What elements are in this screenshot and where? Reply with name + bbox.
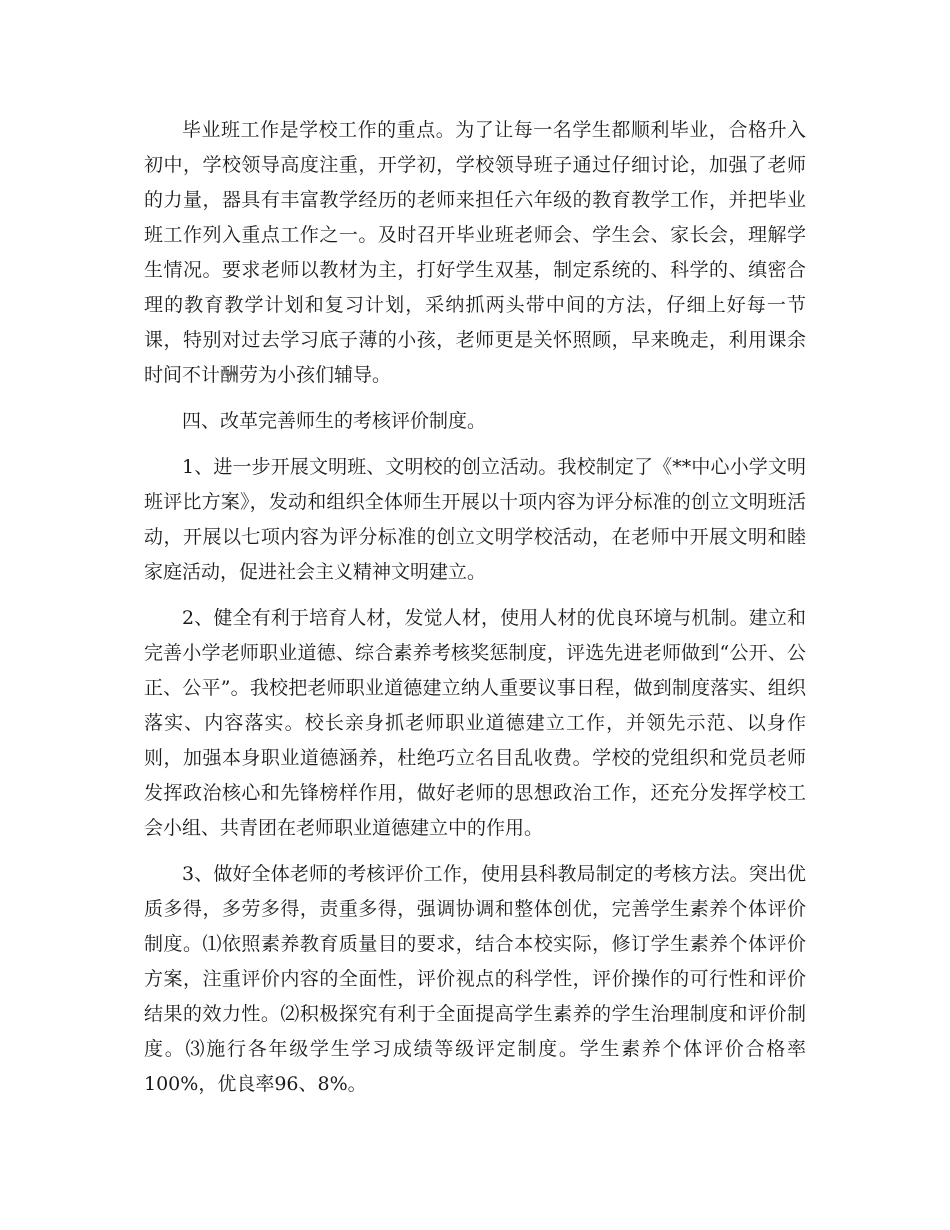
paragraph-graduating-class: 毕业班工作是学校工作的重点。为了让每一名学生都顺利毕业，合格升入初中，学校领导高度注重，开学初，学校领导班子通过仔细讨论，加强了老师的力量，器具有丰富教学经历的老师来担任六年级的教育教学工作，并把毕业班工作列入重点工作之一。及时召开毕业班老师会、学生会、家长会，理解学生情况。要求老师以教材为主，打好学生双基，制定系统的、科学的、缜密合理的教育教学计划和复习计划，采纳抓两头带中间的方法，仔细上好每一节课，特别对过去学习底子薄的小孩，老师更是关怀照顾，早来晚走，利用课余时间不计酬劳为小孩们辅导。 bbox=[144, 119, 806, 386]
paragraph-item-1: 1、进一步开展文明班、文明校的创立活动。我校制定了《**中心小学文明班评比方案》，发动和组织全体师生开展以十项内容为评分标准的创立文明班活动，开展以七项内容为评分标准的创立文明学校活动，在老师中开展文明和睦家庭活动，促进社会主义精神文明建立。 bbox=[144, 456, 806, 583]
paragraph-item-2: 2、健全有利于培育人材，发觉人材，使用人材的优良环境与机制。建立和完善小学老师职业道德、综合素养考核奖惩制度，评选先进老师做到“公开、公正、公平”。我校把老师职业道德建立纳人重要议事日程，做到制度落实、组织落实、内容落实。校长亲身抓老师职业道德建立工作，并领先示范、以身作则，加强本身职业道德涵养，杜绝巧立名目乱收费。学校的党组织和党员老师发挥政治核心和先锋榜样作用，做好老师的思想政治工作，还充分发挥学校工会小组、共青团在老师职业道德建立中的作用。 bbox=[144, 607, 806, 839]
section-heading-four: 四、改革完善师生的考核评价制度。 bbox=[182, 410, 487, 432]
paragraph-item-3: 3、做好全体老师的考核评价工作，使用县科教局制定的考核方法。突出优质多得，多劳多得，责重多得，强调协调和整体创优，完善学生素养个体评价制度。⑴依照素养教育质量目的要求，结合本校实际，修订学生素养个体评价方案，注重评价内容的全面性，评价视点的科学性，评价操作的可行性和评价结果的效力性。⑵积极探究有利于全面提高学生素养的学生治理制度和评价制度。⑶施行各年级学生学习成绩等级评定制度。学生素养个体评价合格率100%，优良率96、8%。 bbox=[144, 863, 806, 1095]
document-body bbox=[144, 113, 806, 1113]
